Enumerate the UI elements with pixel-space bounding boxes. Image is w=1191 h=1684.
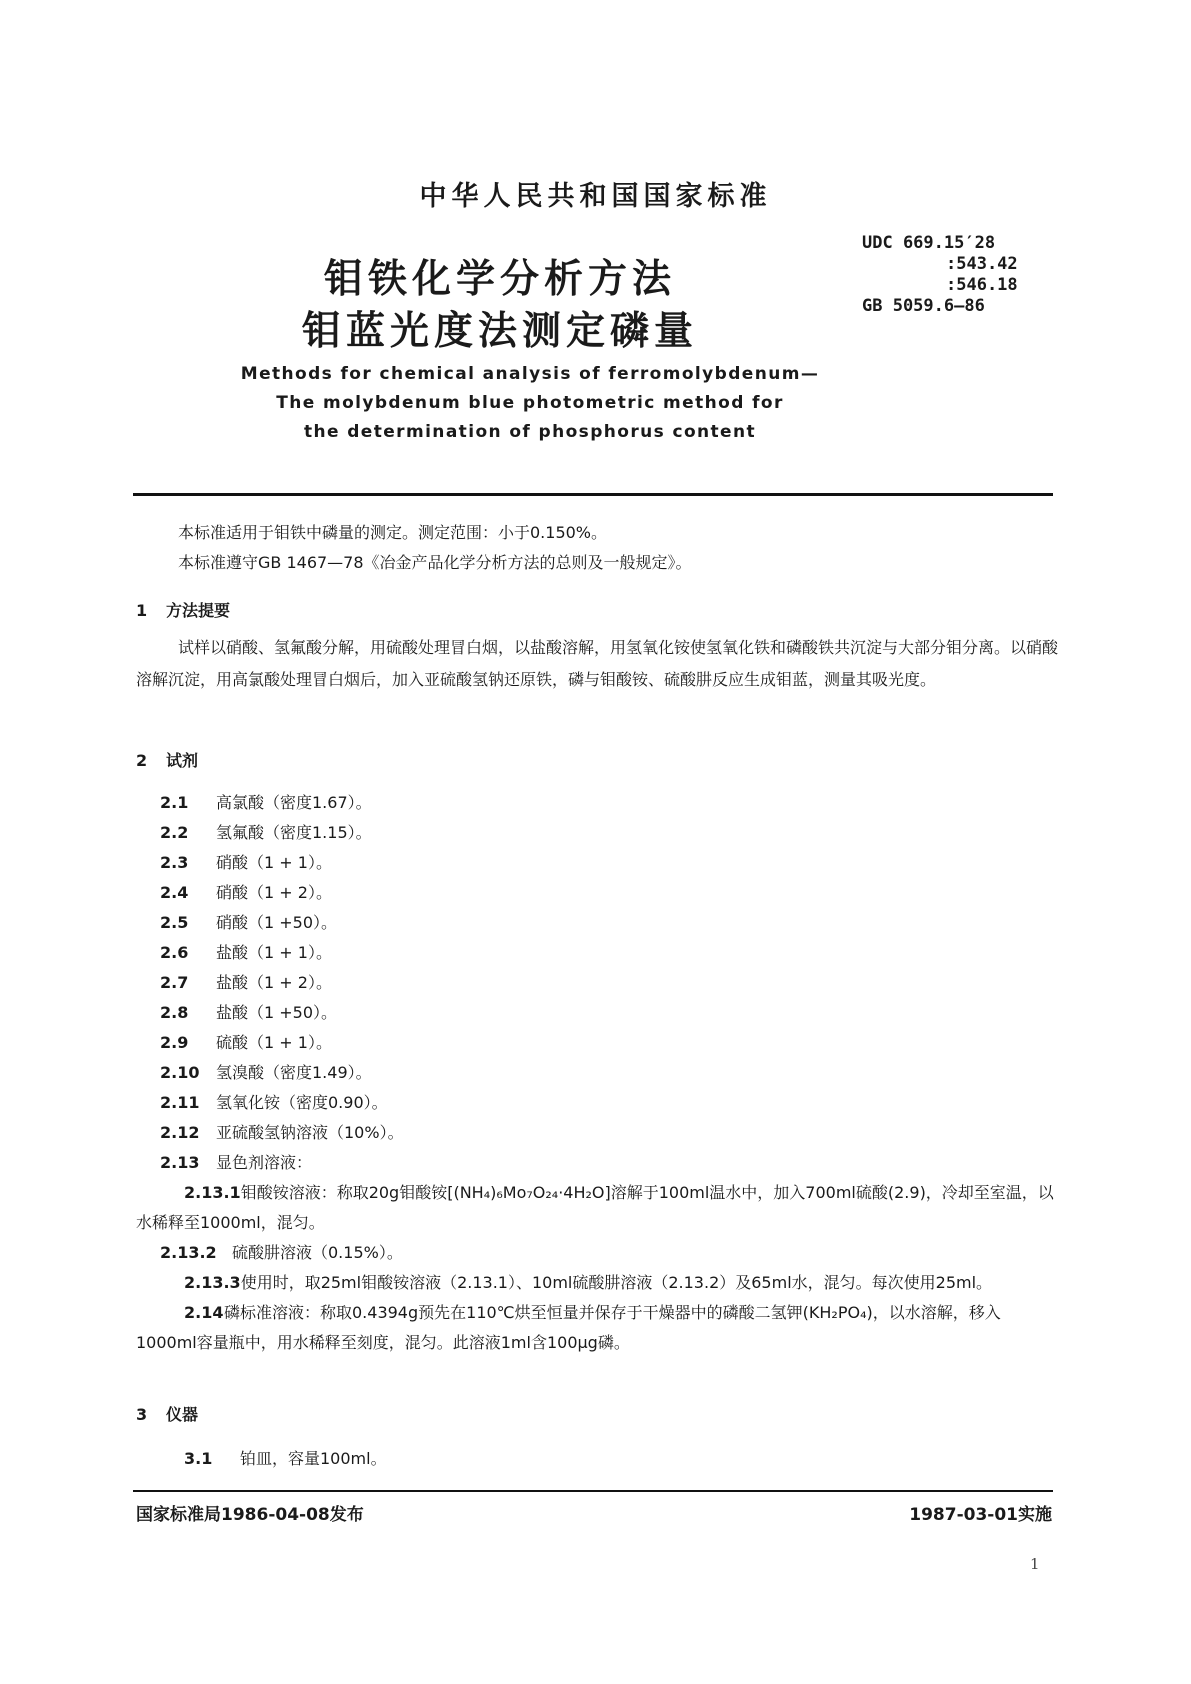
item-code: 2.9 xyxy=(160,1033,189,1052)
title-cn-line2: 钼蓝光度法测定磷量 xyxy=(301,309,698,354)
reagent-item xyxy=(136,818,1058,848)
reagent-item xyxy=(136,1238,1058,1268)
udc-line: UDC 669.15′28 xyxy=(862,233,996,253)
item-text: 钼酸铵溶液：称取20g钼酸铵[(NH₄)₆Mo₇O₂₄·4H₂O]溶解于100ml温水中，加入700ml硫酸(2.9)，冷却至室温，以水稀释至1000ml，混匀。 xyxy=(136,1183,1054,1232)
item-text: 氢氧化铵（密度0.90）。 xyxy=(216,1093,388,1112)
section-title: 试剂 xyxy=(166,751,199,770)
item-text: 使用时，取25ml钼酸铵溶液（2.13.1）、10ml硫酸肼溶液（2.13.2）及65ml水，混匀。每次使用25ml。 xyxy=(240,1273,993,1292)
title-en-line: The molybdenum blue photometric method for xyxy=(276,393,784,413)
footer-divider xyxy=(133,1490,1053,1492)
item-text: 高氯酸（密度1.67）。 xyxy=(216,793,372,812)
reagent-item xyxy=(136,998,1058,1028)
item-code: 2.8 xyxy=(160,1003,189,1022)
reagent-item xyxy=(136,908,1058,938)
section-title: 仪器 xyxy=(166,1405,199,1424)
udc-block xyxy=(862,233,1018,317)
section-title: 方法提要 xyxy=(166,601,231,620)
reagent-item xyxy=(136,1118,1058,1148)
reagent-item xyxy=(136,1148,1058,1178)
reagent-item xyxy=(136,1028,1058,1058)
item-code: 2.6 xyxy=(160,943,189,962)
reagent-item xyxy=(136,1298,1058,1358)
item-code: 2.2 xyxy=(160,823,189,842)
scope-text: 本标准适用于钼铁中磷量的测定。测定范围：小于0.150%。 xyxy=(178,523,608,542)
title-cn-line1: 钼铁化学分析方法 xyxy=(323,257,676,302)
item-text: 盐酸（1 +50）。 xyxy=(216,1003,338,1022)
reagent-item xyxy=(136,938,1058,968)
section-heading xyxy=(136,598,230,621)
item-text: 硝酸（1 +50）。 xyxy=(216,913,338,932)
reagent-list xyxy=(136,788,1058,1358)
item-code: 2.13.1 xyxy=(184,1183,241,1202)
national-standard-heading: 中华人民共和国国家标准 xyxy=(419,181,772,212)
effective-date: 1987-03-01实施 xyxy=(909,1505,1052,1525)
udc-line: :543.42 xyxy=(946,254,1018,274)
item-text: 硫酸（1 + 1）。 xyxy=(216,1033,332,1052)
reagent-item xyxy=(136,1058,1058,1088)
instrument-item xyxy=(160,1444,387,1474)
item-text: 硝酸（1 + 2）。 xyxy=(216,883,332,902)
item-text: 盐酸（1 + 1）。 xyxy=(216,943,332,962)
reagent-item xyxy=(136,848,1058,878)
compliance-text: 本标准遵守GB 1467—78《冶金产品化学分析方法的总则及一般规定》。 xyxy=(178,553,692,572)
item-code: 2.13.2 xyxy=(160,1243,217,1262)
reagent-item xyxy=(136,788,1058,818)
section-number: 1 xyxy=(136,601,148,620)
gb-number: GB 5059.6—86 xyxy=(862,296,985,316)
intro xyxy=(178,518,1058,578)
item-code: 2.11 xyxy=(160,1093,200,1112)
item-code: 2.7 xyxy=(160,973,189,992)
section-heading xyxy=(136,1402,198,1425)
item-code: 2.4 xyxy=(160,883,189,902)
page-number: 1 xyxy=(1030,1555,1040,1573)
item-text: 氢溴酸（密度1.49）。 xyxy=(216,1063,372,1082)
item-text: 铂皿，容量100ml。 xyxy=(240,1449,387,1468)
udc-line: :546.18 xyxy=(946,275,1018,295)
issue-date: 国家标准局1986-04-08发布 xyxy=(136,1505,364,1525)
title-en-line: the determination of phosphorus content xyxy=(303,422,757,442)
item-code: 2.1 xyxy=(160,793,189,812)
item-code: 3.1 xyxy=(184,1449,213,1468)
item-code: 2.14 xyxy=(184,1303,224,1322)
item-text: 硝酸（1 + 1）。 xyxy=(216,853,332,872)
item-text: 磷标准溶液：称取0.4394g预先在110℃烘至恒量并保存于干燥器中的磷酸二氢钾(KH₂PO₄)，以水溶解，移入1000ml容量瓶中，用水稀释至刻度，混匀。此溶液1ml含100μg磷。 xyxy=(136,1303,1001,1352)
section-number: 2 xyxy=(136,751,148,770)
header-divider xyxy=(133,493,1053,496)
item-code: 2.13 xyxy=(160,1153,200,1172)
reagent-item xyxy=(136,968,1058,998)
item-text: 硫酸肼溶液（0.15%）。 xyxy=(232,1243,403,1262)
item-code: 2.3 xyxy=(160,853,189,872)
item-text: 氢氟酸（密度1.15）。 xyxy=(216,823,372,842)
item-text: 显色剂溶液： xyxy=(216,1153,313,1172)
item-text: 盐酸（1 + 2）。 xyxy=(216,973,332,992)
section-number: 3 xyxy=(136,1405,148,1424)
reagent-item xyxy=(136,1268,1058,1298)
item-text: 亚硫酸氢钠溶液（10%）。 xyxy=(216,1123,404,1142)
item-code: 2.10 xyxy=(160,1063,200,1082)
section-heading xyxy=(136,748,198,771)
reagent-item xyxy=(136,1088,1058,1118)
reagent-item xyxy=(136,1178,1058,1238)
reagent-item xyxy=(136,878,1058,908)
item-code: 2.5 xyxy=(160,913,189,932)
title-en xyxy=(0,360,1060,447)
item-code: 2.12 xyxy=(160,1123,200,1142)
item-code: 2.13.3 xyxy=(184,1273,241,1292)
method-summary: 试样以硝酸、氢氟酸分解，用硫酸处理冒白烟，以盐酸溶解，用氢氧化铵使氢氧化铁和磷酸铁共沉淀与大部分钼分离。以硝酸溶解沉淀，用高氯酸处理冒白烟后，加入亚硫酸氢钠还原铁，磷与钼酸铵、硫酸肼反应生成钼蓝，测量其吸光度。 xyxy=(136,638,1059,689)
title-en-line: Methods for chemical analysis of ferromolybdenum— xyxy=(240,364,820,384)
